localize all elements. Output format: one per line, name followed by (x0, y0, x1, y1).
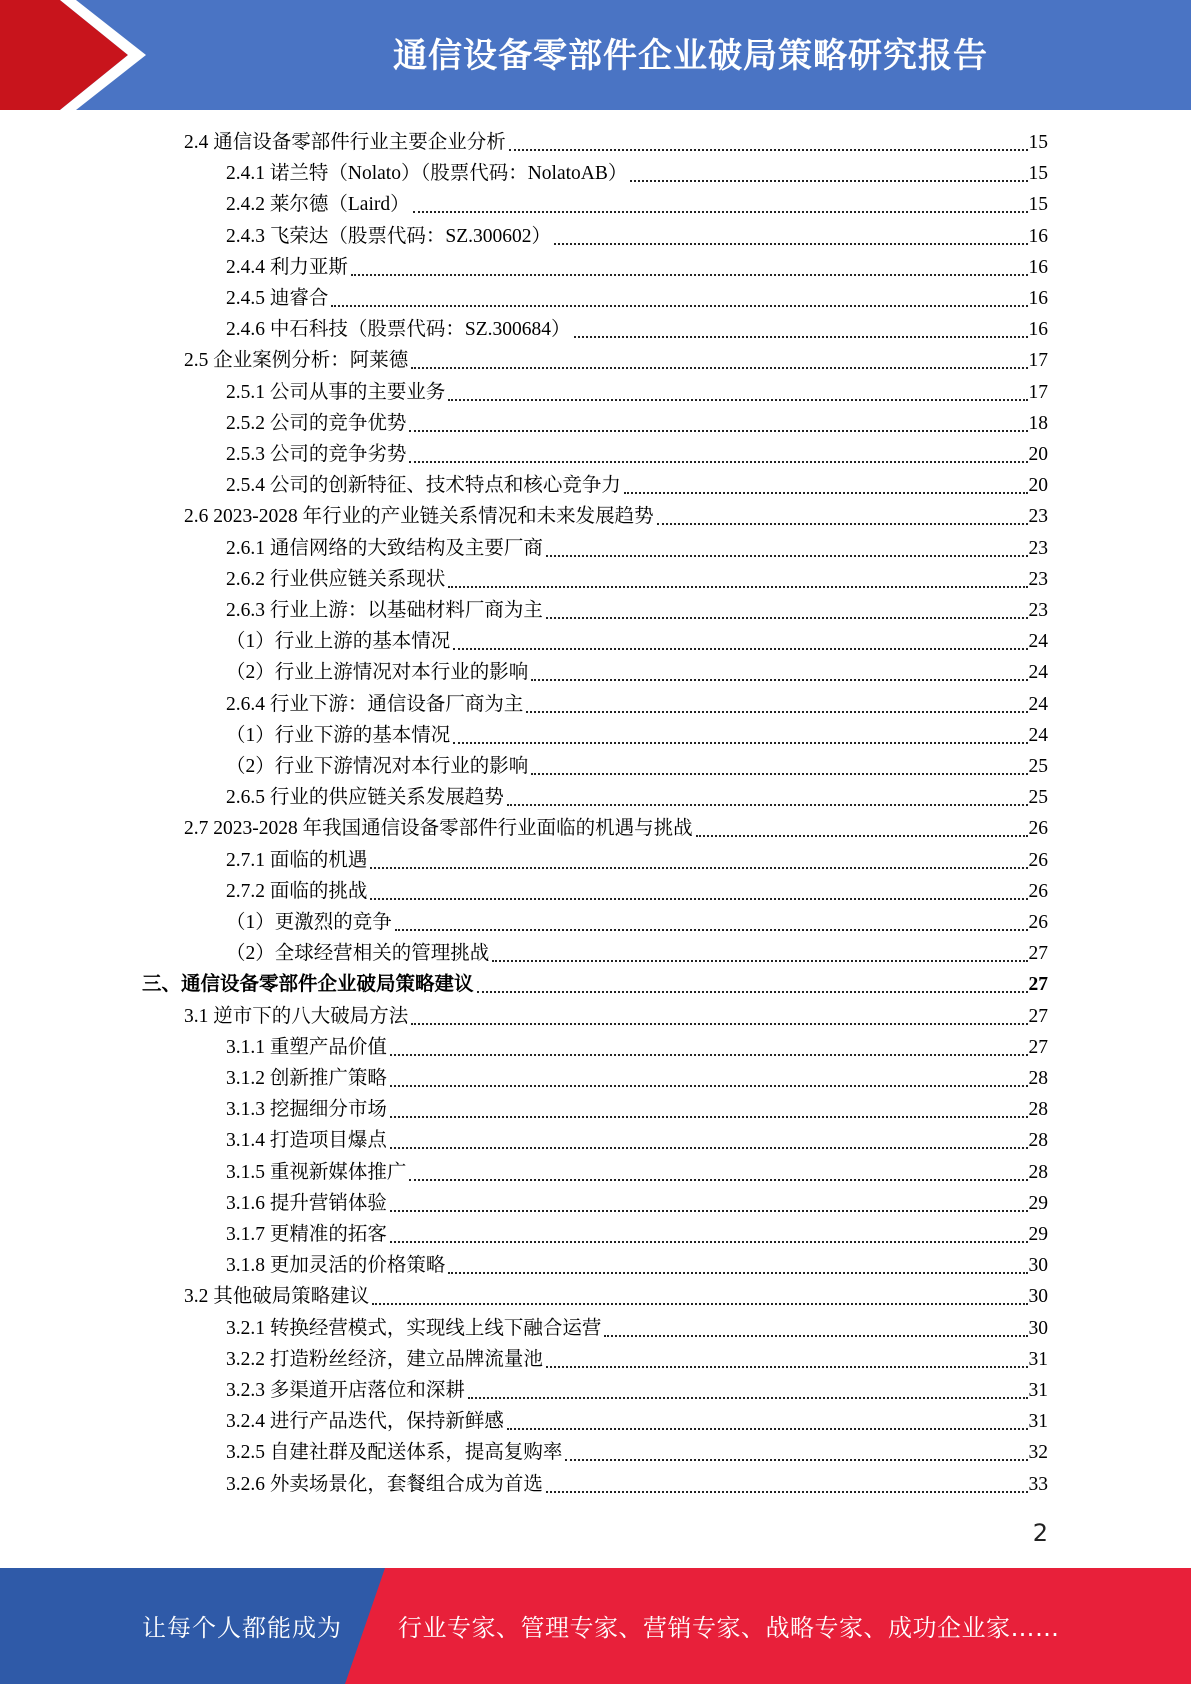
toc-entry-label: 2.5 企业案例分析：阿莱德 (184, 350, 409, 372)
toc-dot-leader (624, 492, 1028, 494)
toc-entry-label: 2.4.5 迪睿合 (226, 288, 329, 309)
toc-entry[interactable] (226, 1437, 1048, 1468)
toc-entry-label: （2）行业下游情况对本行业的影响 (226, 756, 529, 777)
toc-entry[interactable] (226, 158, 1048, 189)
toc-entry-label: 3.2.6 外卖场景化，套餐组合成为首选 (226, 1473, 543, 1495)
toc-dot-leader (351, 274, 1028, 276)
toc-entry[interactable] (184, 1281, 1048, 1312)
toc-entry-label: 2.4.2 莱尔德（Laird） (226, 194, 410, 216)
toc-entry[interactable] (226, 377, 1048, 408)
toc-entry-page: 25 (1028, 756, 1048, 777)
toc-entry[interactable] (226, 657, 1048, 688)
toc-entry-page: 31 (1028, 1348, 1048, 1370)
toc-entry-page: 28 (1028, 1099, 1048, 1121)
toc-dot-leader (546, 1366, 1028, 1368)
toc-entry[interactable] (226, 1219, 1048, 1250)
toc-entry-page: 18 (1028, 412, 1048, 434)
toc-dot-leader (331, 305, 1027, 307)
toc-entry-label: 2.6.1 通信网络的大致结构及主要厂商 (226, 537, 543, 559)
toc-entry-label: 2.6 2023-2028 年行业的产业链关系情况和未来发展趋势 (184, 506, 654, 528)
toc-entry[interactable] (142, 969, 1048, 1000)
toc-entry-page: 15 (1028, 194, 1048, 216)
toc-dot-leader (492, 960, 1027, 962)
page-number: 2 (1032, 1519, 1048, 1547)
toc-entry-label: 3.1.6 提升营销体验 (226, 1192, 387, 1214)
toc-entry[interactable] (226, 564, 1048, 595)
toc-entry[interactable] (226, 1125, 1048, 1156)
toc-entry-page: 26 (1028, 880, 1048, 902)
toc-entry-label: 2.6.2 行业供应链关系现状 (226, 568, 446, 590)
toc-entry[interactable] (226, 938, 1048, 969)
toc-entry-page: 27 (1028, 1036, 1048, 1058)
toc-entry-page: 20 (1028, 475, 1048, 497)
toc-entry[interactable] (226, 533, 1048, 564)
toc-dot-leader (546, 555, 1028, 557)
toc-entry-page: 15 (1028, 132, 1048, 153)
toc-entry-page: 17 (1028, 381, 1048, 403)
toc-entry-page: 27 (1028, 974, 1048, 996)
toc-entry[interactable] (226, 1188, 1048, 1219)
toc-entry-page: 33 (1028, 1473, 1048, 1495)
toc-dot-leader (390, 1147, 1028, 1149)
toc-entry-page: 28 (1028, 1130, 1048, 1152)
toc-entry-page: 24 (1028, 693, 1048, 715)
toc-entry-label: 2.6.3 行业上游：以基础材料厂商为主 (226, 600, 543, 621)
toc-entry-label: 2.4.4 利力亚斯 (226, 256, 348, 278)
toc-entry[interactable] (184, 345, 1048, 376)
toc-entry-label: （2）全球经营相关的管理挑战 (226, 943, 490, 965)
toc-entry[interactable] (226, 439, 1048, 470)
toc-entry[interactable] (226, 845, 1048, 876)
footer-slogan-right: 行业专家、管理专家、营销专家、战略专家、成功企业家…… (398, 1614, 1060, 1642)
toc-dot-leader (409, 430, 1027, 432)
toc-entry[interactable] (226, 189, 1048, 220)
toc-entry-label: （1）行业上游的基本情况 (226, 631, 451, 653)
toc-entry-page: 24 (1028, 631, 1048, 653)
toc-dot-leader (395, 929, 1028, 931)
toc-entry-page: 27 (1028, 943, 1048, 965)
toc-dot-leader (507, 804, 1028, 806)
toc-entry-label: 3.1.8 更加灵活的价格策略 (226, 1255, 446, 1277)
toc-entry-label: 3.2.2 打造粉丝经济，建立品牌流量池 (226, 1348, 543, 1370)
toc-entry-label: 2.4.1 诺兰特（Nolato）（股票代码：NolatoAB） (226, 163, 628, 185)
toc-entry-page: 26 (1028, 818, 1048, 840)
toc-entry-label: 2.7.1 面临的机遇 (226, 849, 368, 871)
toc-entry-page: 30 (1028, 1286, 1048, 1308)
toc-dot-leader (390, 1210, 1028, 1212)
toc-dot-leader (411, 367, 1027, 369)
toc-entry-label: 3.2.3 多渠道开店落位和深耕 (226, 1380, 465, 1401)
toc-entry-page: 16 (1028, 319, 1048, 341)
toc-dot-leader (546, 1491, 1028, 1493)
toc-entry[interactable] (226, 595, 1048, 626)
toc-entry-page: 20 (1028, 444, 1048, 465)
toc-entry[interactable] (226, 1406, 1048, 1437)
footer-slogan-left: 让每个人都能成为 (142, 1614, 342, 1642)
toc-entry-page: 31 (1028, 1411, 1048, 1433)
toc-dot-leader (696, 835, 1028, 837)
toc-dot-leader (477, 991, 1028, 993)
toc-entry-page: 16 (1028, 288, 1048, 309)
toc-entry-label: （2）行业上游情况对本行业的影响 (226, 662, 529, 684)
toc-entry-label: 3.1.4 打造项目爆点 (226, 1130, 387, 1152)
toc-entry-label: 3.2.5 自建社群及配送体系，提高复购率 (226, 1442, 563, 1464)
toc-entry[interactable] (184, 813, 1048, 844)
toc-entry[interactable] (184, 1001, 1048, 1032)
toc-entry[interactable] (226, 689, 1048, 720)
toc-entry[interactable] (226, 1250, 1048, 1281)
page-header (0, 0, 1191, 110)
toc-entry-page: 15 (1028, 163, 1048, 185)
toc-entry-page: 24 (1028, 724, 1048, 746)
toc-dot-leader (411, 1023, 1027, 1025)
toc-entry-label: 2.4.3 飞荣达（股票代码：SZ.300602） (226, 225, 552, 247)
toc-entry-page: 23 (1028, 506, 1048, 528)
toc-entry[interactable] (226, 252, 1048, 283)
toc-entry[interactable] (226, 1375, 1048, 1406)
toc-entry-label: 3.1.7 更精准的拓客 (226, 1224, 387, 1245)
toc-dot-leader (509, 149, 1028, 151)
toc-entry-label: 2.4.6 中石科技（股票代码：SZ.300684） (226, 319, 571, 341)
toc-dot-leader (507, 1428, 1028, 1430)
toc-entry-page: 23 (1028, 600, 1048, 621)
toc-dot-leader (453, 742, 1027, 744)
toc-entry[interactable] (226, 408, 1048, 439)
toc-entry[interactable] (226, 1313, 1048, 1344)
toc-dot-leader (531, 773, 1027, 775)
toc-entry[interactable] (226, 876, 1048, 907)
toc-entry[interactable] (226, 1032, 1048, 1063)
toc-dot-leader (448, 399, 1027, 401)
toc-dot-leader (448, 586, 1027, 588)
toc-dot-leader (657, 523, 1028, 525)
toc-entry[interactable] (226, 1344, 1048, 1375)
toc-entry-page: 32 (1028, 1442, 1048, 1464)
toc-entry-label: 3.1.3 挖掘细分市场 (226, 1099, 387, 1121)
toc-entry-page: 27 (1028, 1005, 1048, 1027)
toc-entry-page: 31 (1028, 1380, 1048, 1401)
toc-entry-label: 三、通信设备零部件企业破局策略建议 (142, 974, 474, 996)
toc-dot-leader (390, 1085, 1028, 1087)
toc-entry[interactable] (226, 720, 1048, 751)
toc-entry-label: 2.6.4 行业下游：通信设备厂商为主 (226, 693, 524, 715)
toc-entry[interactable] (226, 751, 1048, 782)
toc-dot-leader (448, 1272, 1027, 1274)
toc-entry[interactable] (226, 470, 1048, 501)
toc-dot-leader (630, 180, 1027, 182)
toc-entry-label: 3.2 其他破局策略建议 (184, 1286, 370, 1308)
toc-dot-leader (526, 711, 1027, 713)
toc-dot-leader (565, 1459, 1027, 1461)
toc-entry[interactable] (226, 1063, 1048, 1094)
toc-dot-leader (574, 336, 1028, 338)
toc-entry-label: 2.4 通信设备零部件行业主要企业分析 (184, 132, 506, 153)
toc-entry-label: 2.5.3 公司的竞争劣势 (226, 444, 407, 465)
toc-dot-leader (413, 211, 1028, 213)
toc-dot-leader (554, 243, 1027, 245)
toc-entry-label: 2.5.4 公司的创新特征、技术特点和核心竞争力 (226, 475, 621, 497)
toc-entry-label: 2.5.2 公司的竞争优势 (226, 412, 407, 434)
toc-entry-label: 3.1.2 创新推广策略 (226, 1068, 387, 1089)
toc-entry[interactable] (226, 1157, 1048, 1188)
page-footer (0, 1568, 1191, 1684)
toc-entry-page: 30 (1028, 1317, 1048, 1339)
toc-entry-page: 29 (1028, 1224, 1048, 1245)
toc-dot-leader (604, 1335, 1027, 1337)
toc-entry-label: 3.1 逆市下的八大破局方法 (184, 1005, 409, 1027)
toc-entry-label: 2.7 2023-2028 年我国通信设备零部件行业面临的机遇与挑战 (184, 818, 693, 840)
toc-entry-label: 2.7.2 面临的挑战 (226, 880, 368, 902)
toc-entry-page: 16 (1028, 256, 1048, 278)
toc-entry-page: 26 (1028, 912, 1048, 933)
toc-entry-page: 29 (1028, 1192, 1048, 1214)
toc-dot-leader (453, 648, 1027, 650)
toc-entry-label: 2.6.5 行业的供应链关系发展趋势 (226, 787, 504, 809)
toc-entry-page: 16 (1028, 225, 1048, 247)
toc-entry[interactable] (184, 501, 1048, 532)
toc-dot-leader (370, 867, 1027, 869)
toc-entry[interactable] (226, 1469, 1048, 1500)
toc-entry-page: 23 (1028, 568, 1048, 590)
toc-entry-page: 17 (1028, 350, 1048, 372)
toc-dot-leader (546, 617, 1028, 619)
toc-entry[interactable] (184, 127, 1048, 158)
toc-dot-leader (390, 1116, 1028, 1118)
toc-entry-page: 30 (1028, 1255, 1048, 1277)
report-title: 通信设备零部件企业破局策略研究报告 (393, 36, 988, 76)
toc-entry-label: （1）行业下游的基本情况 (226, 724, 451, 746)
toc-entry[interactable] (226, 907, 1048, 938)
toc-entry-page: 26 (1028, 849, 1048, 871)
toc-dot-leader (372, 1303, 1027, 1305)
toc-entry[interactable] (226, 626, 1048, 657)
toc-dot-leader (468, 1397, 1028, 1399)
toc-dot-leader (390, 1054, 1028, 1056)
toc-entry-label: 3.1.5 重视新媒体推广 (226, 1161, 407, 1183)
toc-entry-page: 23 (1028, 537, 1048, 559)
toc-entry-page: 24 (1028, 662, 1048, 684)
toc-entry[interactable] (226, 221, 1048, 252)
toc-entry[interactable] (226, 782, 1048, 813)
toc-dot-leader (409, 461, 1027, 463)
toc-entry-label: 3.2.4 进行产品迭代，保持新鲜感 (226, 1411, 504, 1433)
toc-entry-page: 28 (1028, 1161, 1048, 1183)
toc-entry-label: （1）更激烈的竞争 (226, 912, 392, 933)
toc-dot-leader (409, 1179, 1027, 1181)
toc-entry-label: 3.2.1 转换经营模式，实现线上线下融合运营 (226, 1317, 602, 1339)
toc-dot-leader (370, 898, 1027, 900)
toc-entry-label: 3.1.1 重塑产品价值 (226, 1036, 387, 1058)
toc-entry[interactable] (226, 1094, 1048, 1125)
toc-entry[interactable] (226, 314, 1048, 345)
toc-entry[interactable] (226, 283, 1048, 314)
toc-entry-page: 25 (1028, 787, 1048, 809)
toc-dot-leader (531, 679, 1027, 681)
toc-entry-page: 28 (1028, 1068, 1048, 1089)
toc-entry-label: 2.5.1 公司从事的主要业务 (226, 381, 446, 403)
toc-dot-leader (390, 1241, 1028, 1243)
